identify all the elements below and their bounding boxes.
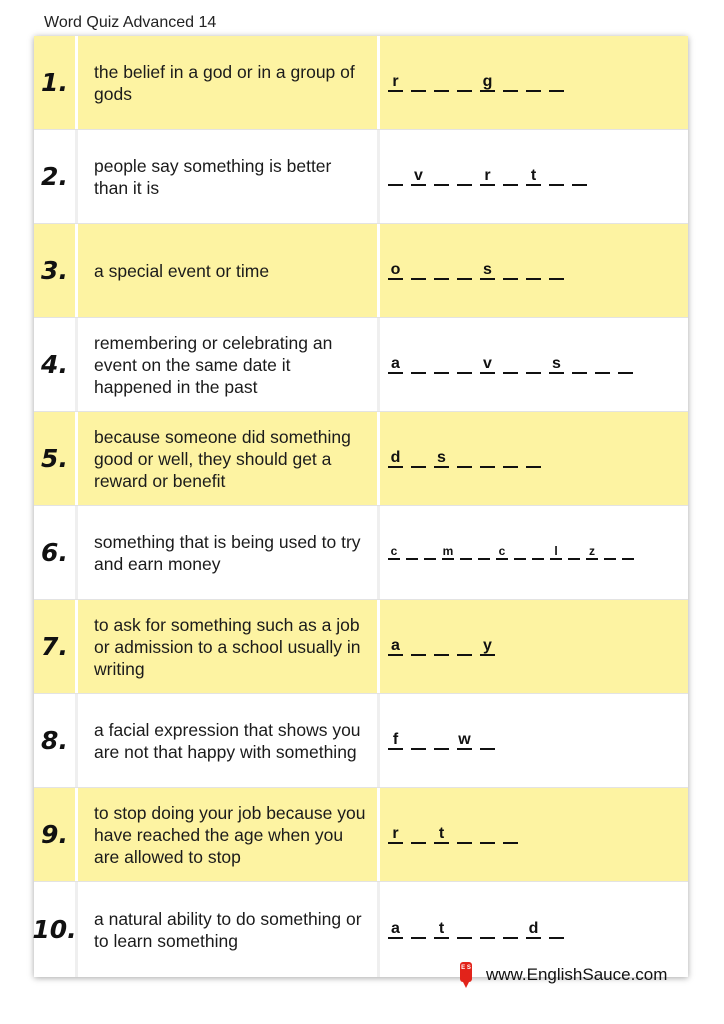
question-number: 4. (34, 318, 78, 411)
letter-hint: d (388, 449, 403, 468)
letter-blank (572, 167, 587, 186)
letter-blank (514, 545, 526, 560)
letter-blank (549, 920, 564, 939)
definition: remembering or celebrating an event on the same date it happened in the past (78, 318, 380, 411)
letter-blank (503, 73, 518, 92)
letter-blank (411, 637, 426, 656)
answer-cell (380, 318, 688, 411)
letter-blank (411, 73, 426, 92)
letter-blank (457, 449, 472, 468)
letter-hint: z (586, 545, 598, 560)
quiz-row (34, 694, 688, 788)
answer-cell (380, 224, 688, 317)
letter-blank (457, 73, 472, 92)
letter-blank (411, 261, 426, 280)
quiz-row (34, 130, 688, 224)
letter-hint: v (480, 355, 495, 374)
definition: the belief in a god or in a group of gods (78, 36, 380, 129)
letter-blank (503, 167, 518, 186)
answer-cell (380, 130, 688, 223)
letter-blank (568, 545, 580, 560)
page-title: Word Quiz Advanced 14 (44, 14, 217, 31)
letter-blank (388, 167, 403, 186)
definition: people say something is better than it is (78, 130, 380, 223)
letter-blank (618, 355, 633, 374)
question-number: 10. (34, 882, 78, 977)
letter-blank (457, 355, 472, 374)
letter-hint: l (550, 545, 562, 560)
letter-blanks (388, 73, 572, 92)
quiz-row (34, 36, 688, 130)
letter-hint: s (434, 449, 449, 468)
letter-hint: t (434, 920, 449, 939)
letter-hint: g (480, 73, 495, 92)
letter-hint: r (388, 825, 403, 844)
answer-cell (380, 506, 688, 599)
letter-blank (480, 825, 495, 844)
letter-blank (503, 920, 518, 939)
letter-hint: c (496, 545, 508, 560)
letter-blank (411, 731, 426, 750)
letter-blank (622, 545, 634, 560)
letter-blank (549, 73, 564, 92)
letter-blanks (388, 920, 572, 939)
letter-blank (480, 449, 495, 468)
letter-blank (503, 449, 518, 468)
question-number: 1. (34, 36, 78, 129)
website-link[interactable]: www.EnglishSauce.com (486, 965, 668, 984)
letter-blank (503, 825, 518, 844)
letter-blank (434, 637, 449, 656)
letter-hint: c (388, 545, 400, 560)
letter-hint: s (480, 261, 495, 280)
letter-blank (411, 449, 426, 468)
letter-blanks (388, 637, 503, 656)
letter-hint: r (388, 73, 403, 92)
letter-blank (411, 355, 426, 374)
letter-blank (532, 545, 544, 560)
logo-letters: E S (460, 962, 472, 982)
letter-blank (526, 355, 541, 374)
letter-blanks (388, 167, 595, 186)
question-number: 7. (34, 600, 78, 693)
letter-blanks (388, 545, 640, 560)
answer-cell (380, 694, 688, 787)
letter-blank (411, 825, 426, 844)
letter-blanks (388, 261, 572, 280)
quiz-row (34, 318, 688, 412)
letter-hint: r (480, 167, 495, 186)
letter-blank (406, 545, 418, 560)
definition: a facial expression that shows you are not that happy with something (78, 694, 380, 787)
letter-blank (549, 261, 564, 280)
quiz-row (34, 412, 688, 506)
letter-blank (434, 73, 449, 92)
question-number: 6. (34, 506, 78, 599)
letter-blank (503, 355, 518, 374)
letter-hint: a (388, 355, 403, 374)
letter-hint: y (480, 637, 495, 656)
letter-blanks (388, 355, 641, 374)
definition: to ask for something such as a job or admission to a school usually in writing (78, 600, 380, 693)
definition: a special event or time (78, 224, 380, 317)
quiz-row (34, 506, 688, 600)
letter-blank (604, 545, 616, 560)
answer-cell (380, 600, 688, 693)
question-number: 3. (34, 224, 78, 317)
letter-blank (595, 355, 610, 374)
answer-cell (380, 788, 688, 881)
letter-blank (480, 731, 495, 750)
question-number: 9. (34, 788, 78, 881)
letter-blanks (388, 731, 503, 750)
letter-blank (480, 920, 495, 939)
letter-blanks (388, 449, 549, 468)
letter-hint: v (411, 167, 426, 186)
definition: something that is being used to try and earn money (78, 506, 380, 599)
letter-hint: m (442, 544, 454, 558)
letter-hint: a (388, 920, 403, 939)
letter-hint: t (526, 167, 541, 186)
letter-blank (434, 261, 449, 280)
definition: to stop doing your job because you have reached the age when you are allowed to stop (78, 788, 380, 881)
letter-blanks (388, 825, 526, 844)
letter-blank (434, 167, 449, 186)
letter-hint: o (388, 261, 403, 280)
englishsauce-logo-icon (460, 962, 472, 988)
question-number: 2. (34, 130, 78, 223)
letter-blank (526, 261, 541, 280)
question-number: 8. (34, 694, 78, 787)
quiz-table (34, 36, 688, 977)
letter-blank (549, 167, 564, 186)
letter-blank (457, 637, 472, 656)
letter-hint: s (549, 355, 564, 374)
letter-blank (457, 825, 472, 844)
quiz-row (34, 600, 688, 694)
definition: a natural ability to do something or to learn something (78, 882, 380, 977)
letter-hint: f (388, 731, 403, 750)
letter-blank (526, 449, 541, 468)
letter-blank (503, 261, 518, 280)
letter-blank (460, 545, 472, 560)
letter-blank (424, 545, 436, 560)
letter-blank (457, 167, 472, 186)
letter-hint: d (526, 920, 541, 939)
letter-hint: t (434, 825, 449, 844)
quiz-row (34, 788, 688, 882)
letter-hint: w (458, 731, 471, 748)
letter-blank (478, 545, 490, 560)
letter-blank (457, 920, 472, 939)
letter-hint: a (388, 637, 403, 656)
letter-blank (434, 355, 449, 374)
footer (460, 962, 667, 988)
logo-tip (463, 982, 469, 988)
quiz-row (34, 224, 688, 318)
answer-cell (380, 36, 688, 129)
letter-blank (572, 355, 587, 374)
letter-blank (457, 261, 472, 280)
question-number: 5. (34, 412, 78, 505)
letter-blank (434, 731, 449, 750)
answer-cell (380, 412, 688, 505)
letter-blank (526, 73, 541, 92)
letter-blank (411, 920, 426, 939)
definition: because someone did something good or well, they should get a reward or benefit (78, 412, 380, 505)
